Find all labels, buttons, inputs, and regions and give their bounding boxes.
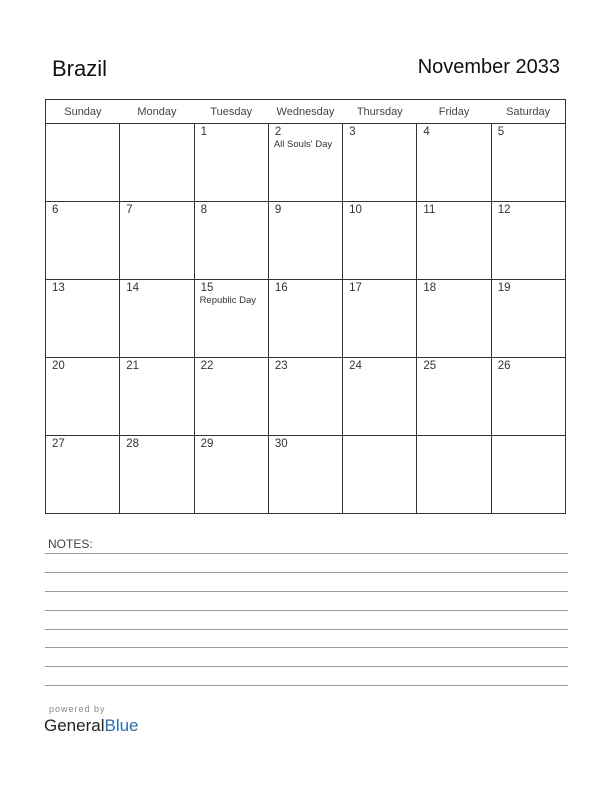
week-row: [46, 202, 566, 280]
day-cell[interactable]: [120, 202, 194, 280]
day-number: 8: [200, 204, 207, 216]
day-cell[interactable]: [120, 358, 194, 436]
day-number: 27: [52, 438, 65, 450]
week-row: [46, 280, 566, 358]
day-number: 19: [497, 282, 511, 294]
day-number: 3: [349, 126, 356, 138]
day-cell[interactable]: [268, 358, 342, 436]
notes-line: [45, 591, 568, 592]
day-cell[interactable]: [46, 280, 120, 358]
day-number: 20: [52, 360, 65, 372]
notes-line: [45, 685, 568, 686]
day-number: 4: [423, 126, 430, 138]
day-number: 17: [349, 282, 362, 294]
day-cell[interactable]: [46, 436, 120, 514]
day-cell[interactable]: [46, 358, 120, 436]
weekday-header: Wednesday: [268, 100, 342, 124]
day-cell[interactable]: [491, 280, 565, 358]
day-cell[interactable]: [268, 202, 342, 280]
day-cell[interactable]: [417, 124, 491, 202]
notes-line: [45, 610, 568, 611]
day-number: 24: [349, 360, 362, 372]
week-row: [46, 436, 566, 514]
day-number: 21: [126, 360, 140, 372]
holiday-label: Republic Day: [199, 295, 257, 306]
day-number: 1: [200, 126, 207, 138]
weekday-header-row: [46, 100, 566, 124]
day-number: 30: [274, 438, 288, 450]
day-number: 7: [126, 204, 133, 216]
day-cell[interactable]: [491, 436, 565, 514]
day-cell[interactable]: [268, 280, 342, 358]
day-number: 10: [349, 204, 362, 216]
week-row: [46, 124, 566, 202]
weekday-header: Thursday: [343, 100, 417, 124]
day-cell[interactable]: [491, 124, 565, 202]
day-cell[interactable]: [343, 202, 417, 280]
day-cell[interactable]: [46, 202, 120, 280]
day-cell[interactable]: [417, 436, 491, 514]
brand-blue: Blue: [104, 716, 139, 735]
day-number: 6: [52, 204, 59, 216]
day-cell[interactable]: [194, 124, 268, 202]
weekday-header: Monday: [120, 100, 194, 124]
week-row: [46, 358, 566, 436]
day-cell[interactable]: [194, 358, 268, 436]
day-cell[interactable]: [120, 436, 194, 514]
month-title: November 2033: [417, 56, 560, 78]
notes-line: [45, 666, 568, 667]
weekday-header: Friday: [417, 100, 491, 124]
day-number: 22: [200, 360, 214, 372]
day-cell[interactable]: [268, 124, 342, 202]
notes-line: [45, 629, 568, 630]
notes-line: [45, 572, 568, 573]
day-cell[interactable]: [46, 124, 120, 202]
day-number: 18: [423, 282, 437, 294]
day-cell[interactable]: [343, 124, 417, 202]
day-cell[interactable]: [417, 202, 491, 280]
day-cell[interactable]: [343, 358, 417, 436]
country-title: Brazil: [52, 56, 108, 81]
day-number: 28: [126, 438, 140, 450]
day-number: 14: [126, 282, 140, 294]
day-cell[interactable]: [194, 202, 268, 280]
day-cell[interactable]: [343, 436, 417, 514]
day-cell[interactable]: [120, 280, 194, 358]
brand-general: General: [44, 716, 105, 735]
brand-logo[interactable]: [44, 716, 139, 736]
day-cell[interactable]: [491, 358, 565, 436]
day-number: 26: [497, 360, 511, 372]
day-number: 15: [200, 282, 214, 294]
powered-by-text: powered by: [49, 704, 106, 714]
day-cell[interactable]: [343, 280, 417, 358]
day-cell[interactable]: [268, 436, 342, 514]
day-cell[interactable]: [120, 124, 194, 202]
day-cell[interactable]: [194, 436, 268, 514]
notes-line: [45, 647, 568, 648]
day-number: 13: [52, 282, 65, 294]
day-number: 5: [497, 126, 505, 138]
notes-label: NOTES:: [48, 537, 93, 551]
day-cell[interactable]: [417, 358, 491, 436]
weekday-header: Saturday: [491, 100, 565, 124]
day-number: 23: [274, 360, 288, 372]
day-cell[interactable]: [491, 202, 565, 280]
day-cell[interactable]: [417, 280, 491, 358]
day-number: 11: [423, 204, 436, 216]
calendar-grid: [45, 99, 566, 514]
weekday-header: Tuesday: [194, 100, 268, 124]
weekday-header: Sunday: [46, 100, 120, 124]
day-number: 29: [200, 438, 214, 450]
day-number: 12: [497, 204, 511, 216]
day-number: 2: [274, 126, 282, 138]
day-cell[interactable]: [194, 280, 268, 358]
holiday-label: All Souls' Day: [273, 139, 333, 150]
day-number: 9: [274, 204, 282, 216]
notes-line: [45, 553, 568, 554]
day-number: 25: [423, 360, 437, 372]
day-number: 16: [274, 282, 288, 294]
